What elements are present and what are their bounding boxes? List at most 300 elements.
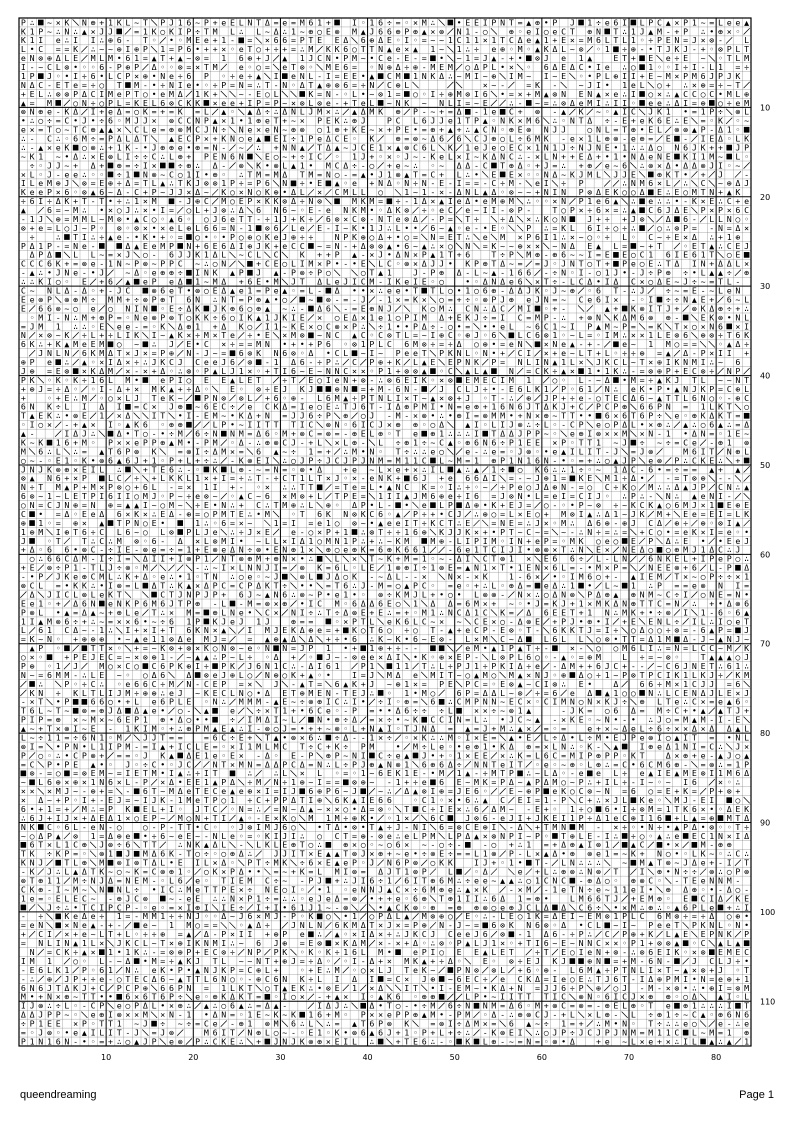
stitch-symbol: K	[631, 500, 636, 510]
stitch-symbol: ⊕	[186, 509, 191, 519]
stitch-symbol: ◦	[413, 35, 418, 45]
stitch-symbol: C	[692, 455, 697, 465]
stitch-symbol: ~	[718, 357, 723, 367]
stitch-symbol: ÷	[300, 151, 305, 161]
stitch-symbol: e	[38, 178, 43, 188]
stitch-symbol: J	[718, 169, 723, 179]
stitch-symbol: =	[491, 518, 496, 528]
stitch-symbol: Δ	[195, 384, 200, 394]
stitch-symbol: Δ	[657, 518, 662, 528]
stitch-symbol: P	[491, 17, 496, 27]
stitch-symbol: ~	[378, 572, 383, 582]
stitch-symbol: J	[47, 160, 52, 170]
stitch-symbol: ⊗	[718, 44, 723, 54]
stitch-symbol: ⊗	[648, 160, 653, 170]
stitch-symbol: ◦	[195, 464, 200, 474]
stitch-symbol: ~	[387, 536, 392, 546]
stitch-symbol: ∴	[204, 563, 209, 573]
stitch-symbol: I	[143, 500, 148, 510]
stitch-symbol: K	[47, 411, 52, 421]
stitch-symbol: =	[308, 518, 313, 528]
stitch-symbol: M	[369, 107, 374, 117]
stitch-symbol: L	[91, 214, 96, 224]
stitch-symbol: I	[457, 98, 462, 108]
stitch-symbol: ◦	[160, 62, 165, 72]
stitch-symbol: P	[204, 17, 209, 27]
stitch-symbol: Δ	[692, 232, 697, 242]
stitch-symbol: +	[213, 321, 218, 331]
stitch-symbol: e	[274, 232, 279, 242]
stitch-symbol: e	[82, 241, 87, 251]
stitch-symbol: I	[491, 473, 496, 483]
stitch-symbol	[317, 574, 323, 580]
stitch-symbol: ×	[526, 142, 531, 152]
stitch-symbol: ⊗	[169, 116, 174, 126]
stitch-symbol: L	[265, 536, 270, 546]
stitch-symbol: T	[396, 446, 401, 456]
stitch-symbol: C	[396, 116, 401, 126]
stitch-symbol	[317, 484, 323, 490]
stitch-symbol: N	[544, 125, 549, 135]
stitch-symbol: ○	[64, 223, 69, 233]
stitch-symbol: -	[413, 572, 418, 582]
stitch-symbol: ×	[195, 536, 200, 546]
stitch-symbol: 1	[622, 142, 627, 152]
stitch-symbol: ×	[413, 250, 418, 260]
stitch-symbol: ⊗	[439, 26, 444, 36]
stitch-symbol: 6	[47, 303, 52, 313]
stitch-symbol: P	[143, 437, 148, 447]
stitch-symbol: -	[108, 286, 113, 296]
stitch-symbol: K	[613, 312, 618, 322]
stitch-symbol: N	[483, 348, 488, 358]
stitch-symbol: ▲	[64, 339, 69, 349]
stitch-symbol: E	[674, 187, 679, 197]
stitch-symbol: K	[195, 312, 200, 322]
stitch-symbol: C	[570, 420, 575, 430]
stitch-symbol: ~	[718, 151, 723, 161]
stitch-symbol: T	[265, 80, 270, 90]
stitch-symbol: ⊗	[596, 500, 601, 510]
stitch-symbol: 1	[474, 545, 479, 555]
stitch-symbol: M	[657, 572, 662, 582]
stitch-symbol: L	[125, 393, 130, 403]
stitch-symbol: -	[552, 500, 557, 510]
stitch-symbol: P	[709, 554, 714, 564]
stitch-symbol: P	[108, 482, 113, 492]
stitch-symbol: I	[404, 518, 409, 528]
stitch-symbol: P	[152, 187, 157, 197]
stitch-symbol: ×	[535, 411, 540, 421]
stitch-symbol: ⊕	[195, 196, 200, 206]
stitch-symbol: ◦	[474, 482, 479, 492]
stitch-symbol: Δ	[657, 277, 662, 287]
stitch-symbol: -	[335, 89, 340, 99]
stitch-symbol: =	[526, 500, 531, 510]
stitch-symbol: ⊗	[38, 294, 43, 304]
stitch-symbol: •	[605, 80, 610, 90]
stitch-symbol: +	[622, 214, 627, 224]
stitch-symbol: L	[256, 26, 261, 36]
stitch-symbol: Δ	[570, 241, 575, 251]
stitch-symbol: ○	[526, 482, 531, 492]
stitch-symbol: L	[701, 375, 706, 385]
stitch-symbol: P	[204, 151, 209, 161]
stitch-symbol: Δ	[587, 116, 592, 126]
stitch-symbol: ○	[552, 214, 557, 224]
stitch-symbol: •	[483, 500, 488, 510]
stitch-symbol: ○	[56, 125, 61, 135]
stitch-symbol: ◦	[178, 35, 183, 45]
stitch-symbol: ▲	[396, 142, 401, 152]
stitch-symbol: M	[657, 509, 662, 519]
stitch-symbol: 6	[378, 509, 383, 519]
stitch-symbol: ~	[282, 125, 287, 135]
stitch-symbol: I	[352, 277, 357, 287]
stitch-symbol: J	[735, 545, 740, 555]
stitch-symbol: +	[570, 151, 575, 161]
stitch-symbol: C	[457, 35, 462, 45]
stitch-symbol: P	[108, 312, 113, 322]
stitch-symbol: e	[465, 545, 470, 555]
stitch-symbol: N	[709, 491, 714, 501]
stitch-symbol: I	[622, 98, 627, 108]
stitch-symbol: T	[535, 402, 540, 412]
stitch-symbol: T	[378, 527, 383, 537]
stitch-symbol: ÷	[683, 518, 688, 528]
stitch-symbol: e	[64, 169, 69, 179]
stitch-symbol: J	[369, 411, 374, 421]
stitch-symbol: +	[369, 384, 374, 394]
stitch-symbol: ~	[422, 134, 427, 144]
stitch-symbol: P	[47, 294, 52, 304]
stitch-symbol: =	[239, 339, 244, 349]
stitch-symbol	[526, 55, 532, 61]
stitch-symbol: L	[204, 536, 209, 546]
stitch-symbol: ○	[73, 303, 78, 313]
stitch-symbol: N	[239, 80, 244, 90]
stitch-symbol: ∴	[204, 518, 209, 528]
stitch-symbol: K	[692, 527, 697, 537]
stitch-symbol: I	[186, 411, 191, 421]
stitch-symbol: M	[308, 44, 313, 54]
stitch-symbol: ▲	[613, 455, 618, 465]
stitch-symbol: Δ	[300, 536, 305, 546]
stitch-symbol: ~	[587, 500, 592, 510]
stitch-symbol: ○	[683, 187, 688, 197]
stitch-symbol: 6	[718, 321, 723, 331]
stitch-symbol: -	[692, 44, 697, 54]
stitch-symbol	[430, 368, 436, 374]
stitch-symbol: K	[579, 473, 584, 483]
stitch-symbol: ⊕	[404, 437, 409, 447]
stitch-symbol: Δ	[465, 160, 470, 170]
stitch-symbol: •	[195, 80, 200, 90]
stitch-symbol: ◦	[552, 259, 557, 269]
stitch-symbol: N	[518, 455, 523, 465]
stitch-symbol: ⊗	[387, 330, 392, 340]
stitch-symbol: ∴	[570, 545, 575, 555]
stitch-symbol: ×	[579, 357, 584, 367]
stitch-symbol: N	[282, 142, 287, 152]
stitch-symbol: ⊗	[613, 134, 618, 144]
stitch-symbol: ▲	[692, 491, 697, 501]
stitch-symbol: ×	[143, 509, 148, 519]
stitch-symbol: 1	[491, 402, 496, 412]
stitch-symbol: ∴	[596, 455, 601, 465]
stitch-symbol: ▲	[613, 107, 618, 117]
stitch-symbol: I	[552, 187, 557, 197]
stitch-symbol: ~	[317, 366, 322, 376]
stitch-symbol: L	[640, 80, 645, 90]
stitch-symbol: J	[108, 26, 113, 36]
stitch-symbol: ◦	[195, 572, 200, 582]
stitch-symbol: •	[587, 411, 592, 421]
stitch-symbol: •	[439, 509, 444, 519]
stitch-symbol: ∴	[387, 223, 392, 233]
stitch-symbol: T	[230, 554, 235, 564]
stitch-symbol: ◦	[613, 348, 618, 358]
stitch-symbol: •	[152, 89, 157, 99]
stitch-symbol: ◦	[230, 437, 235, 447]
stitch-symbol: P	[125, 89, 130, 99]
stitch-symbol: L	[622, 232, 627, 242]
stitch-symbol: ⊗	[326, 294, 331, 304]
stitch-symbol: ∴	[213, 294, 218, 304]
stitch-symbol: C	[317, 53, 322, 63]
stitch-symbol: ○	[701, 89, 706, 99]
stitch-symbol: ⊕	[178, 420, 183, 430]
stitch-symbol: M	[396, 455, 401, 465]
stitch-symbol: ~	[38, 491, 43, 501]
stitch-symbol	[160, 163, 166, 169]
stitch-symbol: L	[605, 348, 610, 358]
stitch-symbol: M	[186, 35, 191, 45]
stitch-symbol: I	[387, 491, 392, 501]
stitch-symbol: ∴	[300, 500, 305, 510]
stitch-symbol: e	[239, 71, 244, 81]
stitch-symbol: ∴	[579, 527, 584, 537]
stitch-symbol: C	[683, 89, 688, 99]
stitch-symbol: L	[701, 268, 706, 278]
stitch-symbol: T	[491, 429, 496, 439]
stitch-symbol: Δ	[213, 446, 218, 456]
stitch-symbol: •	[666, 384, 671, 394]
stitch-symbol: C	[221, 580, 226, 590]
stitch-symbol: =	[718, 527, 723, 537]
stitch-symbol: 6	[727, 294, 732, 304]
stitch-symbol: L	[73, 250, 78, 260]
stitch-symbol: 6	[326, 214, 331, 224]
stitch-symbol: ◦	[587, 464, 592, 474]
stitch-symbol: M	[108, 89, 113, 99]
stitch-symbol: N	[596, 142, 601, 152]
stitch-symbol: T	[500, 563, 505, 573]
stitch-symbol: Δ	[387, 178, 392, 188]
stitch-symbol: L	[744, 312, 749, 322]
stitch-symbol: E	[666, 277, 671, 287]
stitch-symbol: J	[518, 429, 523, 439]
stitch-symbol: ~	[526, 321, 531, 331]
stitch-symbol: +	[674, 366, 679, 376]
stitch-symbol: K	[666, 554, 671, 564]
stitch-symbol: 6	[535, 455, 540, 465]
stitch-symbol: L	[308, 71, 313, 81]
stitch-symbol: ○	[99, 98, 104, 108]
stitch-symbol: ∴	[605, 98, 610, 108]
stitch-symbol: K	[387, 554, 392, 564]
stitch-symbol: -	[465, 268, 470, 278]
stitch-symbol: +	[457, 250, 462, 260]
stitch-symbol: J	[178, 187, 183, 197]
stitch-symbol: N	[335, 420, 340, 430]
stitch-symbol: T	[274, 366, 279, 376]
stitch-symbol: E	[221, 375, 226, 385]
stitch-symbol: J	[483, 134, 488, 144]
stitch-symbol: e	[213, 357, 218, 367]
stitch-symbol: K	[160, 357, 165, 367]
stitch-symbol: •	[125, 429, 130, 439]
stitch-symbol: ⊕	[73, 518, 78, 528]
stitch-symbol: ⊗	[178, 125, 183, 135]
stitch-symbol: J	[544, 259, 549, 269]
stitch-symbol: M	[561, 518, 566, 528]
stitch-symbol	[404, 73, 410, 79]
stitch-symbol: 6	[657, 205, 662, 215]
stitch-symbol: M	[91, 53, 96, 63]
stitch-symbol: ~	[282, 303, 287, 313]
stitch-symbol: ⊗	[204, 178, 209, 188]
stitch-symbol: L	[579, 348, 584, 358]
stitch-symbol: T	[256, 473, 261, 483]
stitch-symbol: -	[21, 572, 26, 582]
stitch-symbol: E	[204, 375, 209, 385]
stitch-symbol: T	[308, 35, 313, 45]
stitch-symbol: ▲	[108, 125, 113, 135]
stitch-symbol: J	[587, 214, 592, 224]
stitch-symbol: ⊕	[378, 357, 383, 367]
stitch-symbol: ○	[317, 536, 322, 546]
stitch-symbol: E	[326, 116, 331, 126]
stitch-symbol: N	[448, 572, 453, 582]
stitch-symbol: K	[21, 26, 26, 36]
stitch-symbol: I	[21, 62, 26, 72]
stitch-symbol: ~	[178, 500, 183, 510]
stitch-symbol: P	[308, 455, 313, 465]
stitch-symbol: N	[518, 357, 523, 367]
stitch-symbol: ×	[186, 482, 191, 492]
stitch-symbol: J	[692, 545, 697, 555]
stitch-symbol: ◦	[99, 223, 104, 233]
stitch-symbol: N	[30, 500, 35, 510]
stitch-symbol: ~	[282, 98, 287, 108]
stitch-symbol	[64, 234, 70, 240]
stitch-symbol: 6	[518, 402, 523, 412]
stitch-symbol: ~	[239, 89, 244, 99]
stitch-symbol: N	[378, 473, 383, 483]
stitch-symbol: L	[378, 437, 383, 447]
stitch-symbol: E	[21, 294, 26, 304]
stitch-symbol: 6	[230, 357, 235, 367]
stitch-symbol: P	[117, 62, 122, 72]
stitch-symbol: ×	[125, 366, 130, 376]
stitch-symbol: ◦	[561, 116, 566, 126]
stitch-symbol	[108, 341, 114, 347]
stitch-symbol: M	[570, 536, 575, 546]
stitch-symbol: C	[335, 187, 340, 197]
stitch-symbol: J	[230, 366, 235, 376]
stitch-symbol: K	[125, 142, 130, 152]
stitch-symbol: K	[152, 446, 157, 456]
stitch-symbol: E	[335, 35, 340, 45]
stitch-symbol: ~	[701, 277, 706, 287]
stitch-symbol: T	[674, 393, 679, 403]
stitch-symbol: Δ	[160, 366, 165, 376]
stitch-symbol: +	[204, 44, 209, 54]
stitch-symbol: ⊕	[108, 35, 113, 45]
stitch-symbol: M	[422, 312, 427, 322]
stitch-symbol: •	[352, 259, 357, 269]
stitch-symbol: ⊗	[256, 545, 261, 555]
stitch-symbol: T	[369, 554, 374, 564]
stitch-symbol: e	[727, 527, 732, 537]
stitch-symbol: E	[683, 366, 688, 376]
stitch-symbol: 6	[648, 178, 653, 188]
stitch-symbol: ∴	[230, 205, 235, 215]
stitch-symbol: L	[561, 44, 566, 54]
stitch-symbol: -	[308, 357, 313, 367]
stitch-symbol: T	[247, 214, 252, 224]
stitch-symbol: K	[247, 312, 252, 322]
stitch-symbol: T	[274, 116, 279, 126]
stitch-symbol: J	[544, 160, 549, 170]
stitch-symbol: =	[422, 125, 427, 135]
stitch-symbol: e	[178, 142, 183, 152]
stitch-symbol: ▲	[169, 384, 174, 394]
stitch-symbol: •	[204, 232, 209, 242]
stitch-symbol: ~	[38, 62, 43, 72]
stitch-symbol: ~	[99, 44, 104, 54]
stitch-symbol: 6	[457, 134, 462, 144]
stitch-symbol: ○	[282, 259, 287, 269]
stitch-symbol: L	[727, 277, 732, 287]
stitch-symbol: ∴	[631, 223, 636, 233]
stitch-symbol: ×	[117, 393, 122, 403]
stitch-symbol: P	[317, 339, 322, 349]
stitch-symbol: I	[82, 232, 87, 242]
stitch-symbol: e	[718, 554, 723, 564]
stitch-symbol: L	[709, 563, 714, 573]
stitch-symbol: ÷	[247, 330, 252, 340]
stitch-symbol: N	[64, 268, 69, 278]
stitch-symbol: +	[596, 348, 601, 358]
stitch-symbol: L	[605, 71, 610, 81]
stitch-symbol: ~	[518, 527, 523, 537]
stitch-symbol: ⊗	[56, 89, 61, 99]
stitch-symbol: T	[38, 482, 43, 492]
stitch-symbol: ÷	[108, 545, 113, 555]
stitch-symbol: e	[160, 393, 165, 403]
stitch-symbol: L	[439, 464, 444, 474]
stitch-symbol: I	[125, 330, 130, 340]
stitch-symbol: C	[335, 134, 340, 144]
stitch-symbol: I	[718, 491, 723, 501]
stitch-symbol: =	[291, 35, 296, 45]
stitch-symbol: 6	[692, 446, 697, 456]
stitch-symbol: -	[430, 178, 435, 188]
stitch-symbol: ⊕	[169, 125, 174, 135]
stitch-symbol: ~	[613, 321, 618, 331]
